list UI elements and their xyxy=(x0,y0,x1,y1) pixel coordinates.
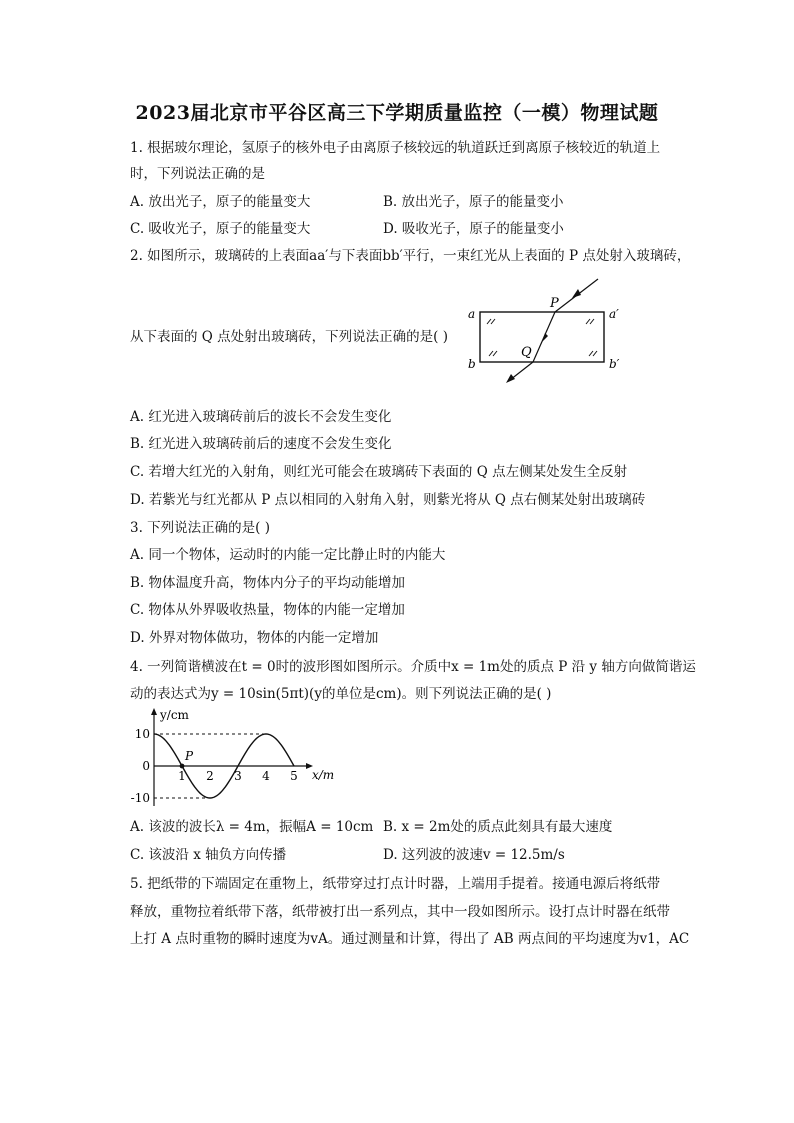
q5-stem-line3: 上打 A 点时重物的瞬时速度为vA。通过测量和计算，得出了 AB 两点间的平均速度为v1，AC xyxy=(130,931,690,947)
q4-option-a: A. 该波的波长λ = 4m，振幅A = 10cm xyxy=(130,819,374,835)
q4-option-b: B. x = 2m处的质点此刻具有最大速度 xyxy=(383,819,613,835)
x-axis-label: x/m xyxy=(312,768,335,782)
refracted-arrow xyxy=(542,333,548,342)
q1-stem-line2: 时，下列说法正确的是 xyxy=(130,166,265,182)
incident-arrow xyxy=(572,289,581,298)
q2-option-c: C. 若增大红光的入射角，则红光可能会在玻璃砖下表面的 Q 点左侧某处发生全反射 xyxy=(130,464,628,480)
page-title: 2023届北京市平谷区高三下学期质量监控（一模）物理试题 xyxy=(135,102,659,124)
q3-option-a: A. 同一个物体，运动时的内能一定比静止时的内能大 xyxy=(130,547,446,563)
q3-stem: 3. 下列说法正确的是( ) xyxy=(130,520,270,536)
q3-option-b: B. 物体温度升高，物体内分子的平均动能增加 xyxy=(130,575,406,591)
x-tick-label: 2 xyxy=(206,769,214,783)
hatch-marks xyxy=(487,319,597,356)
label-b-prime: b′ xyxy=(609,357,620,371)
y-axis-label: y/cm xyxy=(160,708,189,722)
glass-brick-rect xyxy=(480,312,604,362)
q3-option-c: C. 物体从外界吸收热量，物体的内能一定增加 xyxy=(130,602,405,618)
q2-option-d: D. 若紫光与红光都从 P 点以相同的入射角入射，则紫光将从 Q 点右侧某处射出玻璃砖 xyxy=(130,492,646,508)
q5-stem-line2: 释放，重物拉着纸带下落，纸带被打出一系列点，其中一段如图所示。设打点计时器在纸带 xyxy=(130,904,670,920)
emergent-arrow xyxy=(506,374,515,383)
wave-graph xyxy=(128,706,348,810)
y-tick-label: -10 xyxy=(130,791,150,805)
x-tick-label: 5 xyxy=(290,769,298,783)
q1-stem-line1: 1. 根据玻尔理论，氢原子的核外电子由离原子核较远的轨道跃迁到离原子核较近的轨道上 xyxy=(130,140,661,156)
label-p: P xyxy=(550,296,559,311)
x-tick-label: 3 xyxy=(234,769,242,783)
y-tick-labels xyxy=(131,727,150,805)
q1-option-b: B. 放出光子，原子的能量变小 xyxy=(383,194,564,210)
label-b: b xyxy=(468,357,476,371)
q1-option-c: C. 吸收光子，原子的能量变大 xyxy=(130,221,311,237)
q4-stem-line2: 动的表达式为y = 10sin(5πt)(y的单位是cm)。则下列说法正确的是( ) xyxy=(130,686,552,702)
label-q: Q xyxy=(521,345,532,360)
y-tick-label: 0 xyxy=(142,759,150,773)
q2-stem-line1: 2. 如图所示，玻璃砖的上表面aa′与下表面bb′平行，一束红光从上表面的 P 点处射入玻璃砖， xyxy=(130,248,691,264)
q1-option-a: A. 放出光子，原子的能量变大 xyxy=(130,194,311,210)
q4-option-d: D. 这列波的波速v = 12.5m/s xyxy=(383,847,565,863)
point-p-label: P xyxy=(185,749,194,763)
q3-option-d: D. 外界对物体做功，物体的内能一定增加 xyxy=(130,630,379,646)
y-tick-label: 10 xyxy=(134,727,150,741)
q2-option-b: B. 红光进入玻璃砖前后的速度不会发生变化 xyxy=(130,436,392,452)
q1-option-d: D. 吸收光子，原子的能量变小 xyxy=(383,221,564,237)
y-axis-arrow xyxy=(151,708,157,715)
point-p-marker xyxy=(180,764,185,769)
q2-stem-line2: 从下表面的 Q 点处射出玻璃砖，下列说法正确的是( ) xyxy=(130,329,448,345)
label-a: a xyxy=(468,307,476,321)
x-tick-label: 4 xyxy=(262,769,270,783)
glass-brick-figure xyxy=(462,276,632,388)
q4-stem-line1: 4. 一列简谐横波在t = 0时的波形图如图所示。介质中x = 1m处的质点 P 沿 y 轴方向做简谐运 xyxy=(130,659,696,675)
x-tick-labels xyxy=(178,769,298,783)
x-tick-label: 1 xyxy=(178,769,186,783)
label-a-prime: a′ xyxy=(609,307,619,321)
q5-stem-line1: 5. 把纸带的下端固定在重物上，纸带穿过打点计时器，上端用手提着。接通电源后将纸带 xyxy=(130,876,661,892)
q2-option-a: A. 红光进入玻璃砖前后的波长不会发生变化 xyxy=(130,409,392,425)
q4-option-c: C. 该波沿 x 轴负方向传播 xyxy=(130,847,287,863)
